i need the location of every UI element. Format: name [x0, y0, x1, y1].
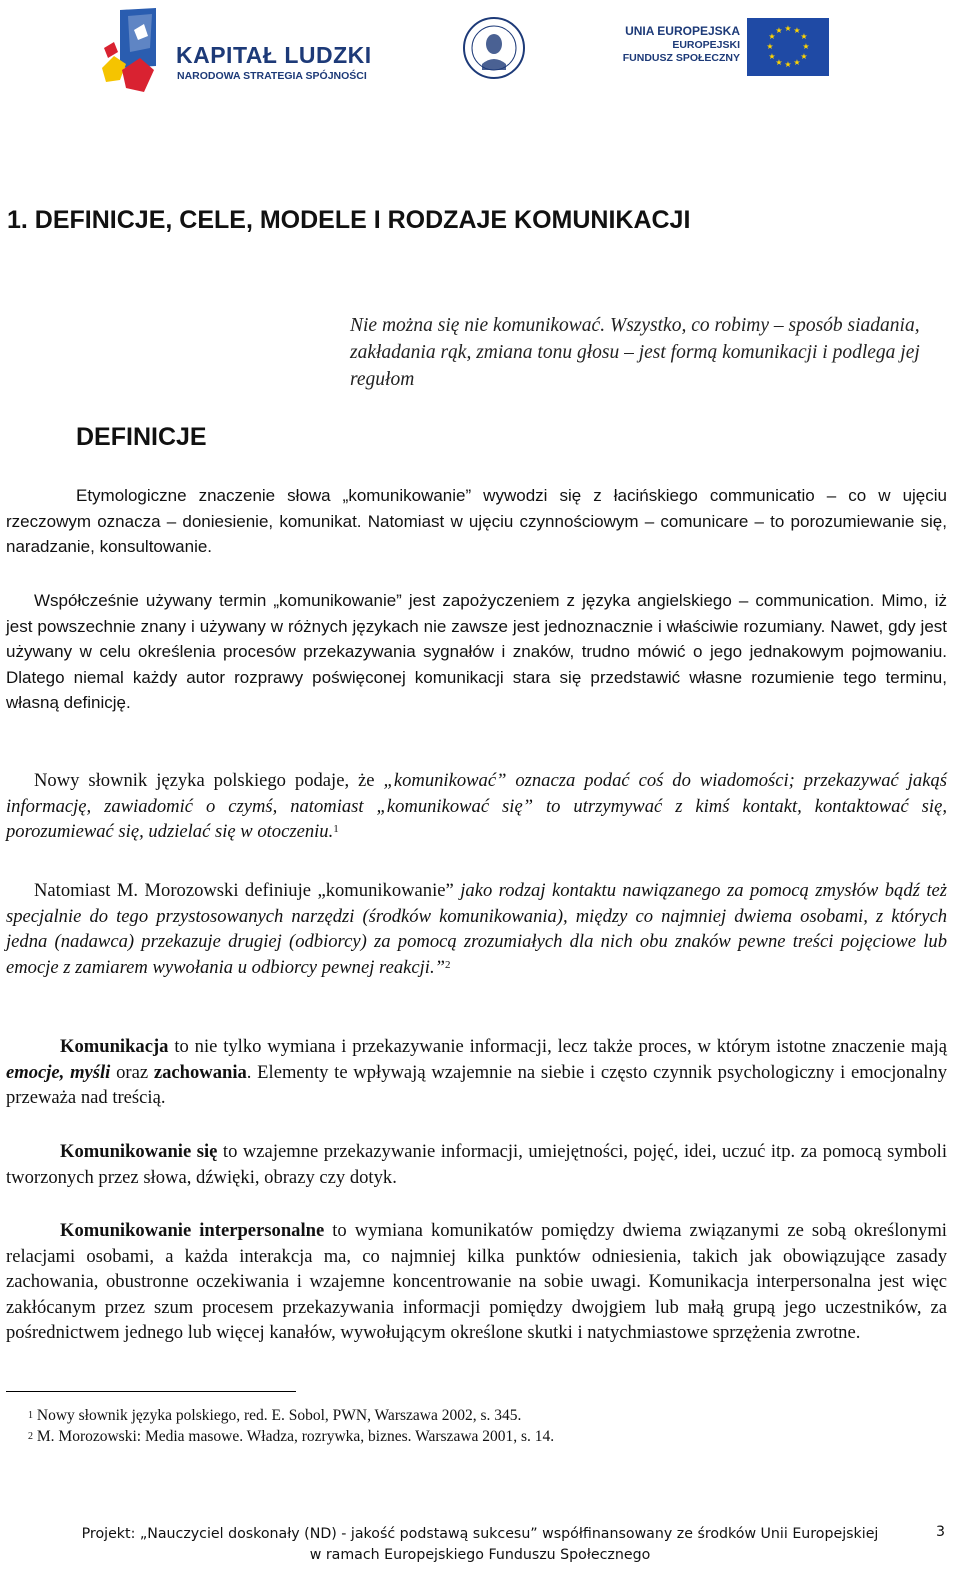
footnote-ref-1[interactable]: 1 [333, 823, 339, 836]
footnote-1-number: 1 [28, 1410, 33, 1421]
footnote-2-text: M. Morozowski: Media masowe. Władza, rozrywka, biznes. Warszawa 2001, s. 14. [33, 1428, 555, 1445]
morozowski-definition: jako rodzaj kontaktu nawiązanego za pomocą zmysłów bądź też specjalnie do tego przystosowanych narzędzi (środków komunikowania), między co najmniej dwiema osobami, z których jedna (nadawca) przekazuje drugiej (odbiorcy) za pomocą zrozumiałych dla nich obu znaków pewne treści pojęciowe lub emocje z zamiarem wywołania u odbiorcy pewnej reakcji.” [6, 880, 947, 978]
footnote-ref-2[interactable]: 2 [444, 958, 451, 971]
komunikowanie-sie-text: to wzajemne przekazywanie informacji, umiejętności, pojęć, idei, uczuć itp. za pomocą symboli tworzonych przez słowa, dźwięki, obrazy czy dotyk. [6, 1141, 947, 1188]
paragraph-etymology-text: Etymologiczne znaczenie słowa „komunikowanie” wywodzi się z łacińskiego communicatio – co w ujęciu rzeczowym oznacza – doniesienie, komunikat. Natomiast w ujęciu czynnościowym – comunicare – to porozumiewanie się, naradzanie, konsultowanie. [6, 486, 947, 557]
term-komunikowanie-sie: Komunikowanie się [60, 1141, 218, 1162]
paragraph-communication: Współcześnie używany termin „komunikowanie” jest zapożyczeniem z języka angielskiego – communication. Mimo, iż jest powszechnie znany i używany w różnych językach nie zawsze jest jednoznacznie i właściwie rozumiany. Nawet, gdy jest używany w celu określenia procesów przekazywania sygnałów i znaków, trudno mówić o jego jednakowym pojmowaniu. Dlatego niemal każdy autor rozprawy poświęconej komunikacji stara się przedstawić własne rozumienie tego terminu, własną definicję. [6, 591, 947, 713]
paragraph-dictionary [6, 768, 947, 845]
paragraph-interpersonal [6, 1218, 947, 1346]
footnote-2 [28, 1426, 554, 1447]
morozowski-intro: Natomiast M. Morozowski definiuje „komunikowanie” [34, 880, 454, 901]
footer-line-2: w ramach Europejskiego Funduszu Społecznego [309, 1547, 651, 1563]
svg-text:★: ★ [793, 26, 801, 35]
svg-text:★: ★ [802, 42, 810, 51]
paragraph-komunikowanie-sie [6, 1139, 947, 1190]
footnotes [28, 1405, 554, 1447]
svg-text:★: ★ [784, 60, 792, 69]
kapital-ludzki-subtitle: NARODOWA STRATEGIA SPÓJNOŚCI [177, 70, 367, 82]
eu-line1: UNIA EUROPEJSKA [625, 24, 740, 38]
svg-text:★: ★ [800, 52, 808, 61]
eu-line3: FUNDUSZ SPOŁECZNY [622, 52, 740, 64]
footnote-1 [28, 1405, 554, 1426]
chapter-heading: 1. DEFINICJE, CELE, MODELE I RODZAJE KOMUNIKACJI [7, 206, 691, 234]
kapital-ludzki-logo [100, 8, 390, 94]
term-komunikacja: Komunikacja [60, 1036, 169, 1057]
footer-line-1: Projekt: „Nauczyciel doskonały (ND) - jakość podstawą sukcesu” współfinansowany ze środków Unii Europejskiej [81, 1526, 879, 1542]
svg-text:★: ★ [775, 58, 783, 67]
dictionary-definition: „komunikować” oznacza podać coś do wiadomości; przekazywać jakąś informację, zawiadomić o czymś, natomiast „komunikować się” to utrzymywać z kimś kontakt, kontaktować się, porozumiewać się, udzielać się w otoczeniu. [6, 770, 948, 843]
svg-text:★: ★ [768, 32, 776, 41]
interpersonal-text: to wymiana komunikatów pomiędzy dwiema związanymi ze sobą określonymi relacjami osobami, a każda interakcja ma, co najmniej kilka punktów odniesienia, takich jak obowiązujące zasady zachowania, obustronne oczekiwania i wzajemne koncentrowanie na sobie uwagi. Komunikacja interpersonalna jest więc zakłócanym przez szum procesem przekazywania informacji pomiędzy dwojgiem lub małą grupą jego uczestników, za pośrednictwem jednego lub więcej kanałów, wywołującym określone skutki i natychmiastowe sprzężenia zwrotne. [6, 1220, 947, 1344]
header-logos [0, 0, 960, 100]
eu-flag-icon [747, 18, 829, 76]
eu-logo-text [620, 24, 740, 65]
svg-text:★: ★ [784, 24, 792, 33]
svg-text:★: ★ [768, 52, 776, 61]
term-emocje-mysli: emocje, myśli [6, 1061, 111, 1083]
page-footer [0, 1524, 960, 1566]
kapital-ludzki-title: KAPITAŁ LUDZKI [176, 42, 372, 68]
kapital-ludzki-emblem-icon [100, 8, 166, 94]
paragraph-komunikacja [6, 1034, 947, 1111]
svg-text:★: ★ [793, 58, 801, 67]
footnote-1-text: Nowy słownik języka polskiego, red. E. Sobol, PWN, Warszawa 2002, s. 345. [33, 1407, 522, 1424]
section-label: DEFINICJE [76, 423, 207, 451]
university-seal-icon [462, 16, 526, 80]
motto-quote: Nie można się nie komunikować. Wszystko, co robimy – sposób siadania, zakładania rąk, zmiana tonu głosu – jest formą komunikacji i podlega jej regułom [350, 315, 920, 390]
svg-text:★: ★ [800, 32, 808, 41]
komunikacja-text-b: oraz [110, 1061, 154, 1083]
komunikacja-text-a: to nie tylko wymiana i przekazywanie informacji, lecz także proces, w którym istotne znaczenie mają [168, 1036, 947, 1057]
footnote-2-number: 2 [28, 1431, 33, 1442]
komunikacja-text-c: . Elementy te wpływają wzajemnie na siebie i często czynnik psychologiczny i emocjonalny przeważa nad treścią. [6, 1061, 948, 1109]
paragraph-morozowski [6, 878, 947, 980]
eu-line2: EUROPEJSKI [672, 39, 740, 51]
dictionary-intro: Nowy słownik języka polskiego podaje, że [34, 770, 384, 791]
svg-text:★: ★ [766, 42, 774, 51]
page-number: 3 [936, 1524, 946, 1540]
term-komunikowanie-interpersonalne: Komunikowanie interpersonalne [60, 1220, 325, 1241]
term-zachowania: zachowania [153, 1061, 247, 1083]
paragraph-etymology [6, 483, 947, 560]
svg-text:★: ★ [775, 26, 783, 35]
footnote-divider [6, 1391, 296, 1392]
eu-logo [620, 18, 835, 80]
